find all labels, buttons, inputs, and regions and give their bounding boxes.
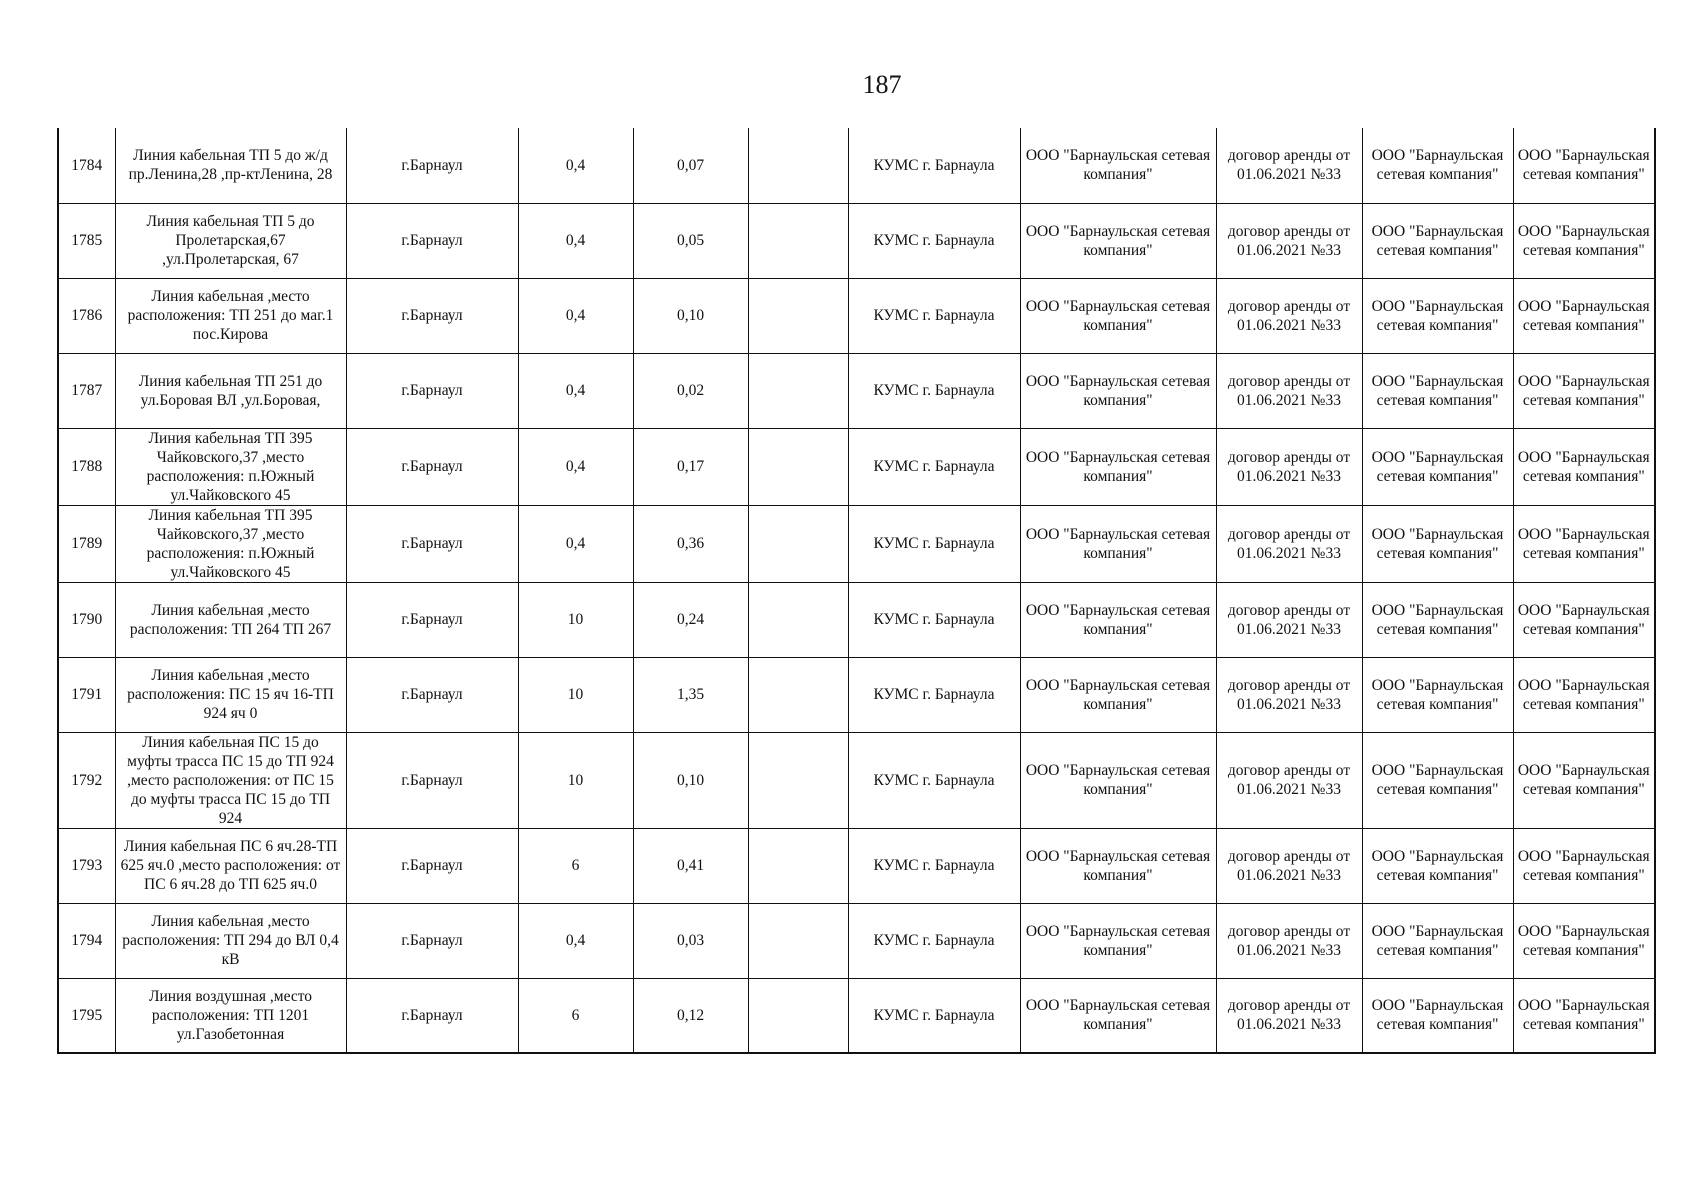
- tenant-cell: ООО "Барнаульская сетевая компания": [1513, 128, 1655, 203]
- length-cell: 0,10: [633, 278, 748, 353]
- city-cell: г.Барнаул: [346, 278, 518, 353]
- operator-cell: ООО "Барнаульская сетевая компания": [1362, 203, 1513, 278]
- registry-table: [57, 128, 1656, 1054]
- empty-cell: [748, 903, 848, 978]
- contract-cell: договор аренды от 01.06.2021 №33: [1216, 978, 1362, 1053]
- length-cell: 0,05: [633, 203, 748, 278]
- owner-cell: КУМС г. Барнаула: [848, 978, 1020, 1053]
- voltage-cell: 10: [518, 582, 633, 657]
- empty-cell: [748, 505, 848, 582]
- table-row: [58, 278, 1655, 353]
- owner-cell: КУМС г. Барнаула: [848, 203, 1020, 278]
- table-row: [58, 353, 1655, 428]
- object-name-cell: Линия воздушная ,место расположения: ТП 1201 ул.Газобетонная: [115, 978, 346, 1053]
- operator-cell: ООО "Барнаульская сетевая компания": [1362, 903, 1513, 978]
- contract-cell: договор аренды от 01.06.2021 №33: [1216, 732, 1362, 828]
- table-row: [58, 428, 1655, 505]
- length-cell: 0,36: [633, 505, 748, 582]
- contract-cell: договор аренды от 01.06.2021 №33: [1216, 428, 1362, 505]
- object-name-cell: Линия кабельная ТП 251 до ул.Боровая ВЛ ,ул.Боровая,: [115, 353, 346, 428]
- row-number-cell: 1786: [58, 278, 115, 353]
- city-cell: г.Барнаул: [346, 828, 518, 903]
- holder-cell: ООО "Барнаульская сетевая компания": [1020, 428, 1216, 505]
- city-cell: г.Барнаул: [346, 505, 518, 582]
- table-row: [58, 657, 1655, 732]
- city-cell: г.Барнаул: [346, 582, 518, 657]
- row-number-cell: 1795: [58, 978, 115, 1053]
- object-name-cell: Линия кабельная ,место расположения: ТП 294 до ВЛ 0,4 кВ: [115, 903, 346, 978]
- table-row: [58, 903, 1655, 978]
- page-number: 187: [862, 70, 902, 99]
- empty-cell: [748, 657, 848, 732]
- empty-cell: [748, 203, 848, 278]
- row-number-cell: 1785: [58, 203, 115, 278]
- holder-cell: ООО "Барнаульская сетевая компания": [1020, 203, 1216, 278]
- row-number-cell: 1789: [58, 505, 115, 582]
- row-number-cell: 1792: [58, 732, 115, 828]
- length-cell: 0,12: [633, 978, 748, 1053]
- contract-cell: договор аренды от 01.06.2021 №33: [1216, 903, 1362, 978]
- owner-cell: КУМС г. Барнаула: [848, 428, 1020, 505]
- city-cell: г.Барнаул: [346, 428, 518, 505]
- tenant-cell: ООО "Барнаульская сетевая компания": [1513, 657, 1655, 732]
- holder-cell: ООО "Барнаульская сетевая компания": [1020, 505, 1216, 582]
- length-cell: 0,24: [633, 582, 748, 657]
- row-number-cell: 1793: [58, 828, 115, 903]
- operator-cell: ООО "Барнаульская сетевая компания": [1362, 128, 1513, 203]
- operator-cell: ООО "Барнаульская сетевая компания": [1362, 657, 1513, 732]
- city-cell: г.Барнаул: [346, 732, 518, 828]
- object-name-cell: Линия кабельная ,место расположения: ТП 264 ТП 267: [115, 582, 346, 657]
- object-name-cell: Линия кабельная ,место расположения: ТП 251 до маг.1 пос.Кирова: [115, 278, 346, 353]
- row-number-cell: 1790: [58, 582, 115, 657]
- contract-cell: договор аренды от 01.06.2021 №33: [1216, 582, 1362, 657]
- length-cell: 0,03: [633, 903, 748, 978]
- owner-cell: КУМС г. Барнаула: [848, 582, 1020, 657]
- owner-cell: КУМС г. Барнаула: [848, 128, 1020, 203]
- contract-cell: договор аренды от 01.06.2021 №33: [1216, 278, 1362, 353]
- table-row: [58, 203, 1655, 278]
- object-name-cell: Линия кабельная ПС 6 яч.28-ТП 625 яч.0 ,место расположения: от ПС 6 яч.28 до ТП 625 яч.0: [115, 828, 346, 903]
- operator-cell: ООО "Барнаульская сетевая компания": [1362, 505, 1513, 582]
- object-name-cell: Линия кабельная ТП 5 до ж/д пр.Ленина,28 ,пр-ктЛенина, 28: [115, 128, 346, 203]
- voltage-cell: 0,4: [518, 278, 633, 353]
- voltage-cell: 0,4: [518, 428, 633, 505]
- operator-cell: ООО "Барнаульская сетевая компания": [1362, 732, 1513, 828]
- voltage-cell: 0,4: [518, 903, 633, 978]
- table-row: [58, 505, 1655, 582]
- tenant-cell: ООО "Барнаульская сетевая компания": [1513, 505, 1655, 582]
- owner-cell: КУМС г. Барнаула: [848, 278, 1020, 353]
- owner-cell: КУМС г. Барнаула: [848, 353, 1020, 428]
- table-row: [58, 978, 1655, 1053]
- tenant-cell: ООО "Барнаульская сетевая компания": [1513, 903, 1655, 978]
- empty-cell: [748, 128, 848, 203]
- contract-cell: договор аренды от 01.06.2021 №33: [1216, 128, 1362, 203]
- tenant-cell: ООО "Барнаульская сетевая компания": [1513, 278, 1655, 353]
- holder-cell: ООО "Барнаульская сетевая компания": [1020, 732, 1216, 828]
- contract-cell: договор аренды от 01.06.2021 №33: [1216, 203, 1362, 278]
- holder-cell: ООО "Барнаульская сетевая компания": [1020, 903, 1216, 978]
- operator-cell: ООО "Барнаульская сетевая компания": [1362, 828, 1513, 903]
- table-row: [58, 128, 1655, 203]
- empty-cell: [748, 582, 848, 657]
- voltage-cell: 0,4: [518, 505, 633, 582]
- voltage-cell: 0,4: [518, 128, 633, 203]
- operator-cell: ООО "Барнаульская сетевая компания": [1362, 353, 1513, 428]
- object-name-cell: Линия кабельная ТП 5 до Пролетарская,67 ,ул.Пролетарская, 67: [115, 203, 346, 278]
- city-cell: г.Барнаул: [346, 353, 518, 428]
- empty-cell: [748, 732, 848, 828]
- tenant-cell: ООО "Барнаульская сетевая компания": [1513, 428, 1655, 505]
- voltage-cell: 10: [518, 732, 633, 828]
- tenant-cell: ООО "Барнаульская сетевая компания": [1513, 828, 1655, 903]
- length-cell: 0,10: [633, 732, 748, 828]
- table-row: [58, 732, 1655, 828]
- row-number-cell: 1788: [58, 428, 115, 505]
- row-number-cell: 1784: [58, 128, 115, 203]
- table-row: [58, 828, 1655, 903]
- operator-cell: ООО "Барнаульская сетевая компания": [1362, 582, 1513, 657]
- empty-cell: [748, 978, 848, 1053]
- city-cell: г.Барнаул: [346, 978, 518, 1053]
- length-cell: 0,41: [633, 828, 748, 903]
- holder-cell: ООО "Барнаульская сетевая компания": [1020, 353, 1216, 428]
- voltage-cell: 10: [518, 657, 633, 732]
- empty-cell: [748, 428, 848, 505]
- empty-cell: [748, 828, 848, 903]
- holder-cell: ООО "Барнаульская сетевая компания": [1020, 582, 1216, 657]
- contract-cell: договор аренды от 01.06.2021 №33: [1216, 353, 1362, 428]
- city-cell: г.Барнаул: [346, 657, 518, 732]
- voltage-cell: 0,4: [518, 353, 633, 428]
- length-cell: 0,07: [633, 128, 748, 203]
- operator-cell: ООО "Барнаульская сетевая компания": [1362, 278, 1513, 353]
- length-cell: 0,17: [633, 428, 748, 505]
- tenant-cell: ООО "Барнаульская сетевая компания": [1513, 353, 1655, 428]
- voltage-cell: 6: [518, 978, 633, 1053]
- city-cell: г.Барнаул: [346, 203, 518, 278]
- owner-cell: КУМС г. Барнаула: [848, 657, 1020, 732]
- owner-cell: КУМС г. Барнаула: [848, 505, 1020, 582]
- object-name-cell: Линия кабельная ТП 395 Чайковского,37 ,место расположения: п.Южный ул.Чайковского 45: [115, 505, 346, 582]
- holder-cell: ООО "Барнаульская сетевая компания": [1020, 828, 1216, 903]
- length-cell: 0,02: [633, 353, 748, 428]
- tenant-cell: ООО "Барнаульская сетевая компания": [1513, 203, 1655, 278]
- operator-cell: ООО "Барнаульская сетевая компания": [1362, 978, 1513, 1053]
- holder-cell: ООО "Барнаульская сетевая компания": [1020, 657, 1216, 732]
- length-cell: 1,35: [633, 657, 748, 732]
- owner-cell: КУМС г. Барнаула: [848, 732, 1020, 828]
- city-cell: г.Барнаул: [346, 903, 518, 978]
- tenant-cell: ООО "Барнаульская сетевая компания": [1513, 582, 1655, 657]
- object-name-cell: Линия кабельная ПС 15 до муфты трасса ПС 15 до ТП 924 ,место расположения: от ПС 15 до муфты трасса ПС 15 до ТП 924: [115, 732, 346, 828]
- holder-cell: ООО "Барнаульская сетевая компания": [1020, 978, 1216, 1053]
- tenant-cell: ООО "Барнаульская сетевая компания": [1513, 732, 1655, 828]
- empty-cell: [748, 278, 848, 353]
- holder-cell: ООО "Барнаульская сетевая компания": [1020, 128, 1216, 203]
- owner-cell: КУМС г. Барнаула: [848, 903, 1020, 978]
- tenant-cell: ООО "Барнаульская сетевая компания": [1513, 978, 1655, 1053]
- holder-cell: ООО "Барнаульская сетевая компания": [1020, 278, 1216, 353]
- voltage-cell: 6: [518, 828, 633, 903]
- operator-cell: ООО "Барнаульская сетевая компания": [1362, 428, 1513, 505]
- city-cell: г.Барнаул: [346, 128, 518, 203]
- owner-cell: КУМС г. Барнаула: [848, 828, 1020, 903]
- object-name-cell: Линия кабельная ,место расположения: ПС 15 яч 16-ТП 924 яч 0: [115, 657, 346, 732]
- empty-cell: [748, 353, 848, 428]
- voltage-cell: 0,4: [518, 203, 633, 278]
- row-number-cell: 1787: [58, 353, 115, 428]
- row-number-cell: 1791: [58, 657, 115, 732]
- table-row: [58, 582, 1655, 657]
- object-name-cell: Линия кабельная ТП 395 Чайковского,37 ,место расположения: п.Южный ул.Чайковского 45: [115, 428, 346, 505]
- row-number-cell: 1794: [58, 903, 115, 978]
- contract-cell: договор аренды от 01.06.2021 №33: [1216, 505, 1362, 582]
- contract-cell: договор аренды от 01.06.2021 №33: [1216, 657, 1362, 732]
- contract-cell: договор аренды от 01.06.2021 №33: [1216, 828, 1362, 903]
